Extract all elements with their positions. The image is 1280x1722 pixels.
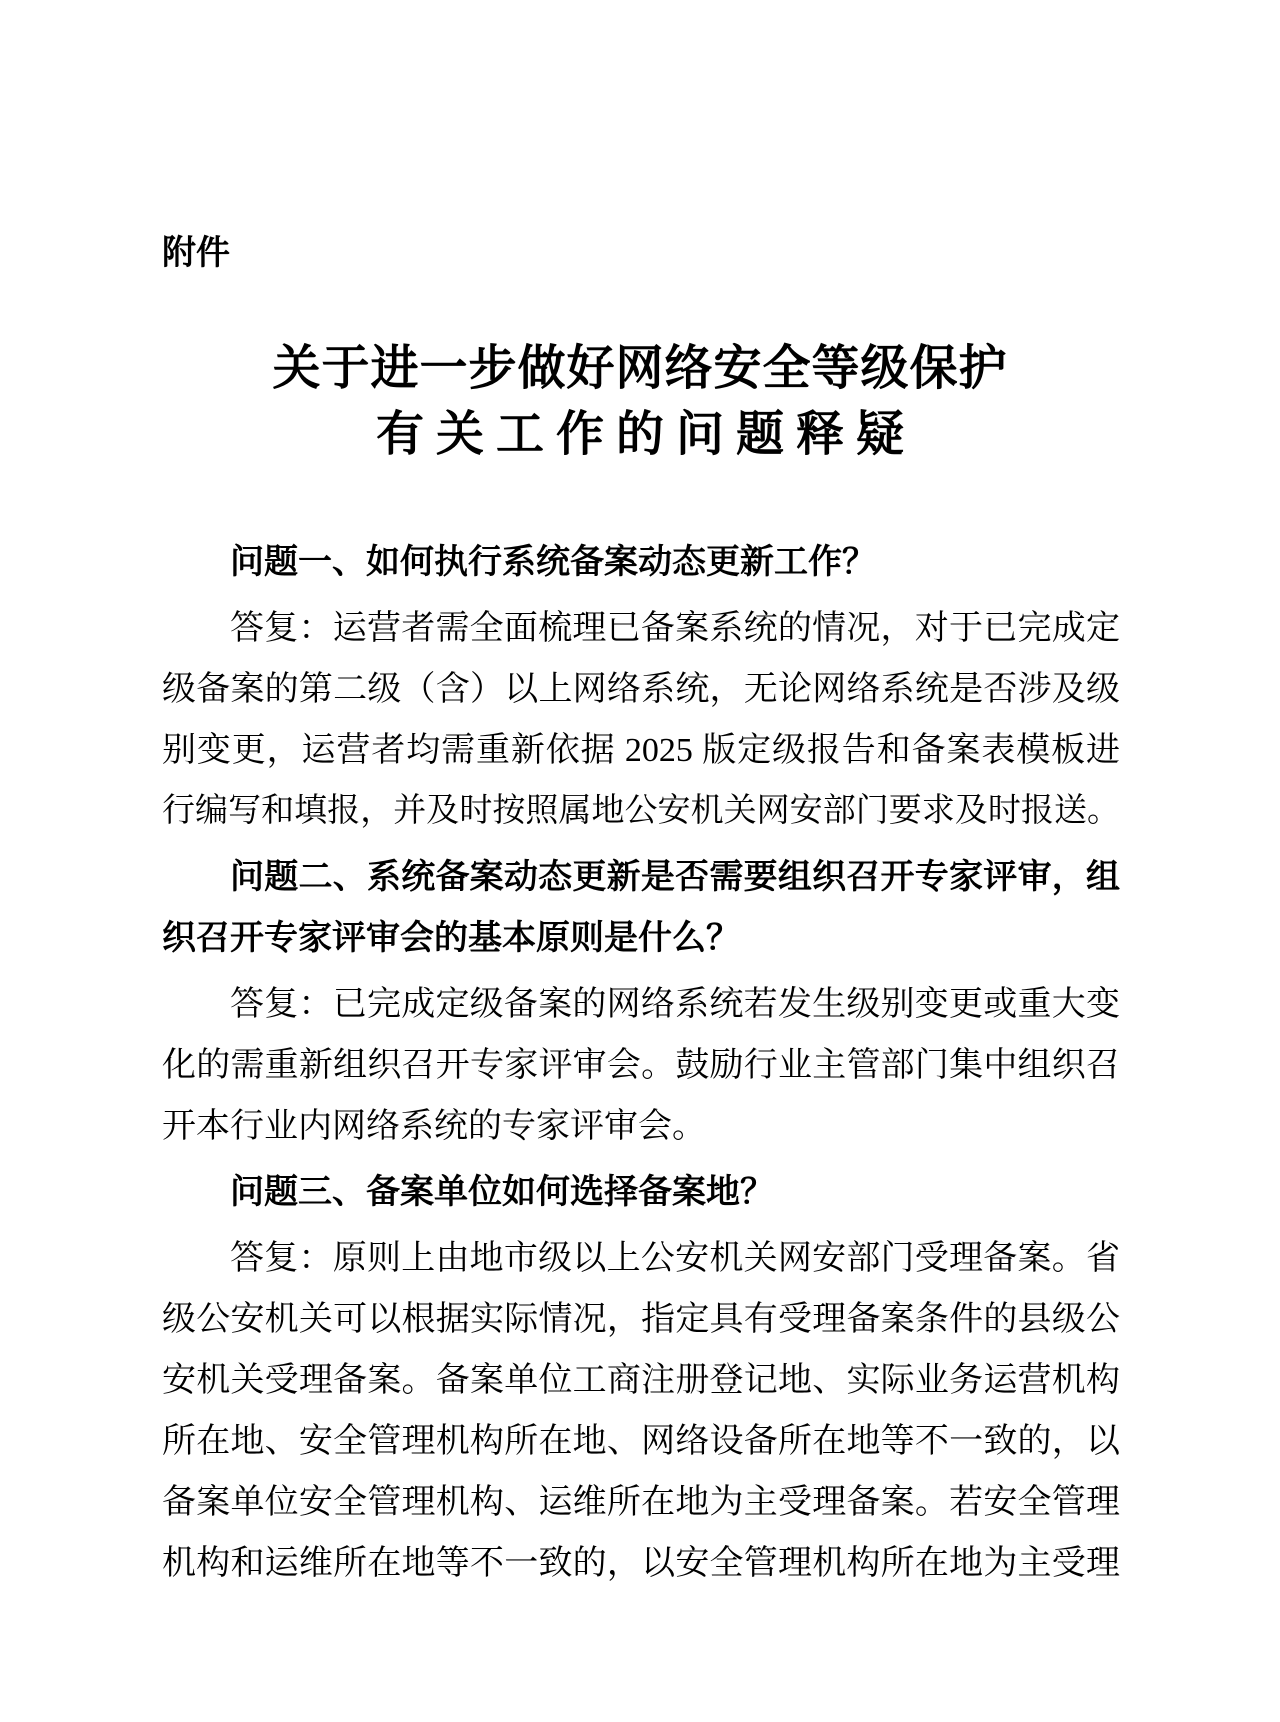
answer-1-line-2: 级备案的第二级（含）以上网络系统，无论网络系统是否涉及级 xyxy=(162,671,1120,708)
answer-3-paragraph xyxy=(162,1228,1120,1594)
answer-3-line-1: 答复：原则上由地市级以上公安机关网安部门受理备案。省 xyxy=(230,1240,1120,1277)
question-1-line: 问题一、如何执行系统备案动态更新工作？ xyxy=(230,543,876,581)
answer-2-line-2: 化的需重新组织召开专家评审会。鼓励行业主管部门集中组织召 xyxy=(162,1047,1120,1084)
answer-3-line-3: 安机关受理备案。备案单位工商注册登记地、实际业务运营机构 xyxy=(162,1362,1120,1399)
document-title xyxy=(0,336,1280,468)
document-title-line-1: 关于进一步做好网络安全等级保护 xyxy=(272,342,1008,395)
answer-3-line-6: 机构和运维所在地等不一致的，以安全管理机构所在地为主受理 xyxy=(162,1545,1120,1582)
answer-3-line-4: 所在地、安全管理机构所在地、网络设备所在地等不一致的，以 xyxy=(162,1423,1120,1460)
question-3-line: 问题三、备案单位如何选择备案地？ xyxy=(230,1173,774,1211)
question-2-line-1: 问题二、系统备案动态更新是否需要组织召开专家评审，组 xyxy=(230,858,1120,896)
question-3-heading xyxy=(162,1162,1120,1223)
answer-2-line-3: 开本行业内网络系统的专家评审会。 xyxy=(162,1108,706,1145)
answer-1-line-3: 别变更，运营者均需重新依据 2025 版定级报告和备案表模板进 xyxy=(162,732,1120,769)
answer-1-line-1: 答复：运营者需全面梳理已备案系统的情况，对于已完成定 xyxy=(230,610,1120,647)
answer-3-line-2: 级公安机关可以根据实际情况，指定具有受理备案条件的县级公 xyxy=(162,1301,1120,1338)
question-2-line-2: 织召开专家评审会的基本原则是什么？ xyxy=(162,919,740,957)
answer-1-line-4: 行编写和填报，并及时按照属地公安机关网安部门要求及时报送。 xyxy=(162,793,1120,829)
attachment-label: 附件 xyxy=(162,234,230,272)
question-2-heading xyxy=(162,847,1120,969)
document-title-line-2: 有关工作的问题释疑 xyxy=(375,408,916,461)
answer-2-paragraph xyxy=(162,974,1120,1157)
answer-1-paragraph xyxy=(162,598,1120,842)
question-1-heading xyxy=(162,532,1120,593)
answer-2-line-1: 答复：已完成定级备案的网络系统若发生级别变更或重大变 xyxy=(230,986,1120,1023)
document-body xyxy=(162,532,1120,1599)
answer-3-line-5: 备案单位安全管理机构、运维所在地为主受理备案。若安全管理 xyxy=(162,1484,1120,1521)
